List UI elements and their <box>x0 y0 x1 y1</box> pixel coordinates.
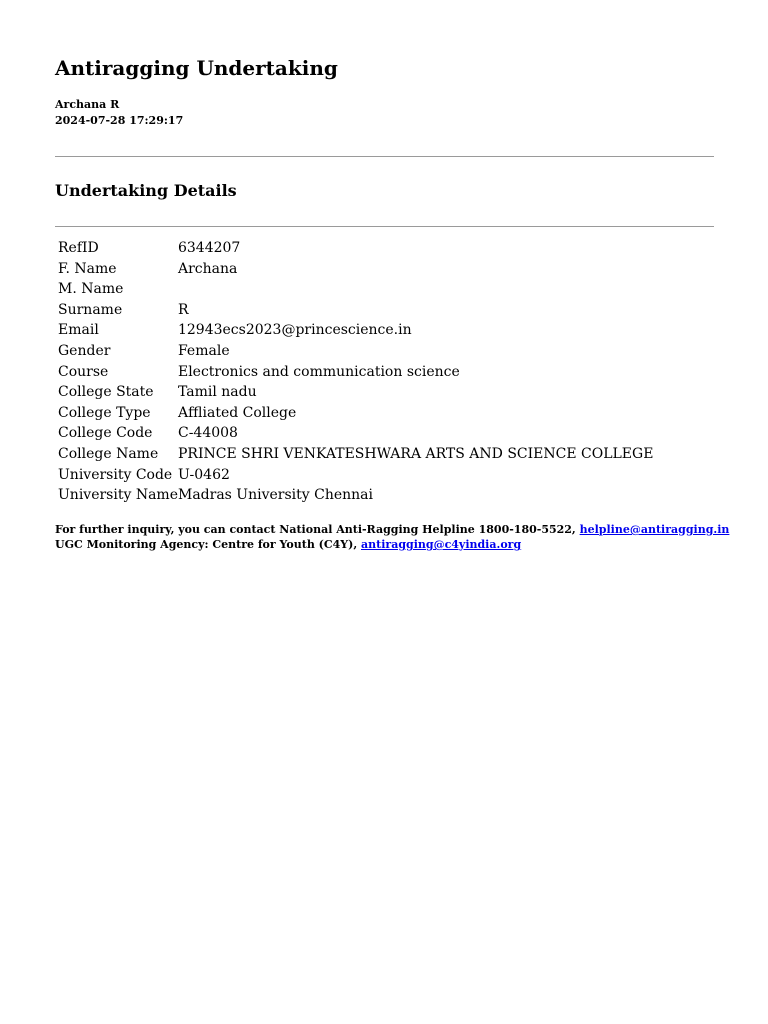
divider-details <box>55 226 714 227</box>
helpline-email-link[interactable]: helpline@antiragging.in <box>579 523 730 536</box>
table-row <box>58 444 653 465</box>
row-label: College State <box>58 384 154 401</box>
row-value: Female <box>177 342 230 359</box>
helpline-text: For further inquiry, you can contact National Anti-Ragging Helpline 1800-180-5522, <box>55 523 576 536</box>
helpline-notice <box>55 522 729 537</box>
submission-timestamp: 2024-07-28 17:29:17 <box>55 114 184 127</box>
row-value: U-0462 <box>177 466 230 483</box>
monitoring-agency-text: UGC Monitoring Agency: Centre for Youth (C4Y), <box>55 538 358 551</box>
row-label: Course <box>58 363 109 380</box>
row-value: PRINCE SHRI VENKATESHWARA ARTS AND SCIENCE COLLEGE <box>177 445 654 462</box>
row-label: College Type <box>58 404 151 421</box>
row-label: Surname <box>58 301 123 318</box>
row-label: College Name <box>58 445 159 462</box>
table-row <box>58 403 653 424</box>
table-row <box>58 362 653 383</box>
table-row <box>58 341 653 362</box>
row-value: Madras University Chennai <box>177 487 373 504</box>
row-value: 6344207 <box>177 240 241 256</box>
details-table <box>58 238 653 506</box>
divider-top <box>55 156 714 157</box>
table-row <box>58 300 653 321</box>
row-label: RefID <box>58 240 99 256</box>
table-row <box>58 423 653 444</box>
table-row <box>58 382 653 403</box>
row-value: Tamil nadu <box>177 384 257 401</box>
row-value: Archana <box>177 260 238 277</box>
page-title: Antiragging Undertaking <box>55 56 338 80</box>
table-row <box>58 485 653 506</box>
row-value <box>178 279 653 300</box>
table-row <box>58 238 653 259</box>
table-row <box>58 259 653 280</box>
row-label: College Code <box>58 425 153 442</box>
row-label: Gender <box>58 342 111 359</box>
table-row <box>58 465 653 486</box>
section-title: Undertaking Details <box>55 181 237 200</box>
row-label: University Code <box>58 466 173 483</box>
monitoring-agency-email-link[interactable]: antiragging@c4yindia.org <box>361 538 522 551</box>
row-value: 12943ecs2023@princescience.in <box>177 322 412 339</box>
row-label: Email <box>58 322 99 339</box>
table-row <box>58 320 653 341</box>
row-value: Affliated College <box>177 404 297 421</box>
row-value: C-44008 <box>177 425 238 442</box>
row-label: M. Name <box>58 281 124 298</box>
table-row <box>58 279 653 300</box>
student-name: Archana R <box>55 98 120 111</box>
monitoring-agency-notice <box>55 537 521 552</box>
row-value: Electronics and communication science <box>177 363 460 380</box>
row-label: University Name <box>58 487 178 504</box>
row-value: R <box>177 301 189 318</box>
row-label: F. Name <box>58 260 117 277</box>
